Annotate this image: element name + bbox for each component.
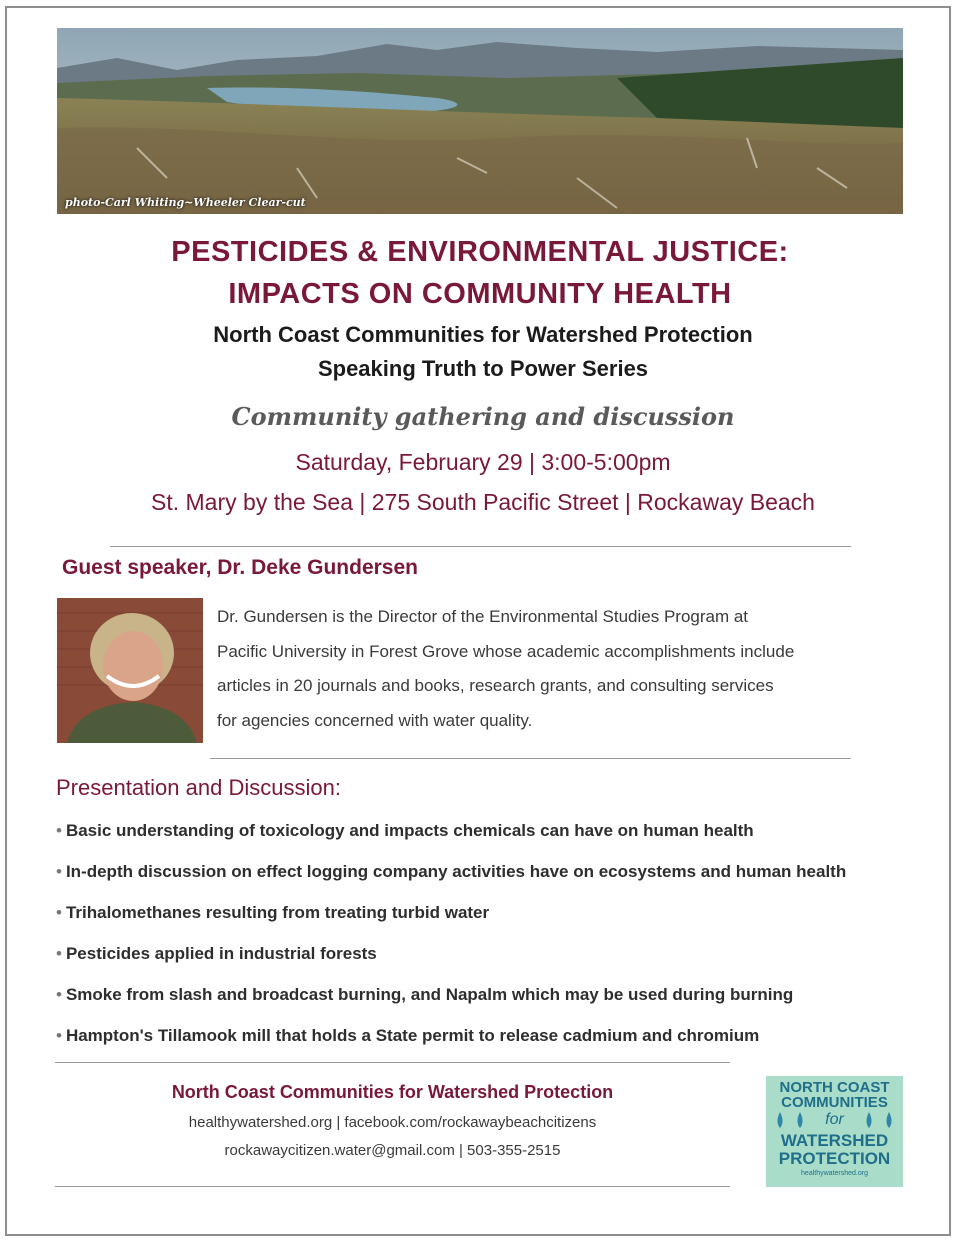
bullet-icon: • — [56, 821, 62, 840]
subtitle-organization: North Coast Communities for Watershed Protection — [213, 322, 753, 347]
logo-text: healthywatershed.org — [801, 1170, 868, 1177]
water-drops-icon — [766, 1110, 903, 1132]
bio-line: for agencies concerned with water quality. — [217, 710, 533, 730]
topic-text: In-depth discussion on effect logging company activities have on ecosystems and human health — [65, 862, 847, 881]
logo-text: NORTH COAST — [779, 1079, 890, 1096]
topic-text: Basic understanding of toxicology and impacts chemicals can have on human health — [65, 821, 754, 840]
divider — [110, 546, 851, 547]
event-title — [0, 231, 960, 315]
divider — [55, 1186, 730, 1187]
topic-list — [56, 815, 936, 1061]
clear-cut-landscape-image — [57, 28, 903, 214]
speaker-photo — [57, 598, 203, 743]
photo-credit: photo-Carl Whiting~Wheeler Clear-cut — [65, 196, 306, 209]
logo-text: for — [825, 1111, 844, 1128]
list-item — [56, 815, 936, 856]
event-venue: St. Mary by the Sea | 275 South Pacific Street | Rockaway Beach — [151, 489, 815, 515]
presentation-heading: Presentation and Discussion: — [56, 775, 341, 800]
footer-links[interactable]: healthywatershed.org | facebook.com/rockawaybeachcitizens — [188, 1114, 597, 1131]
topic-text: Pesticides applied in industrial forests — [65, 944, 377, 963]
list-item — [56, 856, 936, 897]
list-item — [56, 1020, 936, 1061]
logo-text: PROTECTION — [778, 1149, 891, 1168]
speaker-portrait-image — [57, 598, 203, 743]
footer-contact[interactable]: rockawaycitizen.water@gmail.com | 503-355-2515 — [224, 1142, 561, 1159]
list-item — [56, 897, 936, 938]
bullet-icon: • — [56, 985, 62, 1004]
list-item — [56, 938, 936, 979]
list-item — [56, 979, 936, 1020]
event-title-line-1: PESTICIDES & ENVIRONMENTAL JUSTICE: — [171, 236, 789, 268]
bullet-icon: • — [56, 1026, 62, 1045]
topic-text: Hampton's Tillamook mill that holds a State permit to release cadmium and chromium — [65, 1026, 760, 1045]
organization-logo — [766, 1076, 903, 1187]
subtitle-series: Speaking Truth to Power Series — [317, 356, 649, 381]
event-title-line-2: IMPACTS ON COMMUNITY HEALTH — [228, 278, 732, 310]
bullet-icon: • — [56, 862, 62, 881]
logo-text: COMMUNITIES — [781, 1094, 888, 1111]
speaker-bio — [217, 600, 867, 738]
divider — [55, 1062, 730, 1063]
bio-line: articles in 20 journals and books, research grants, and consulting services — [217, 676, 774, 695]
topic-text: Trihalomethanes resulting from treating turbid water — [65, 903, 490, 922]
event-date-time: Saturday, February 29 | 3:00-5:00pm — [295, 449, 671, 475]
event-tagline: Community gathering and discussion — [231, 402, 735, 431]
bullet-icon: • — [56, 903, 62, 922]
logo-text: WATERSHED — [780, 1131, 889, 1150]
bio-line: Dr. Gundersen is the Director of the Environmental Studies Program at — [217, 607, 749, 626]
footer-organization: North Coast Communities for Watershed Protection — [171, 1082, 614, 1102]
topic-text: Smoke from slash and broadcast burning, and Napalm which may be used during burning — [65, 985, 794, 1004]
speaker-heading: Guest speaker, Dr. Deke Gundersen — [62, 556, 418, 579]
landscape-photo — [57, 28, 903, 214]
event-subtitle — [0, 318, 960, 386]
bullet-icon: • — [56, 944, 62, 963]
divider — [210, 758, 851, 759]
bio-line: Pacific University in Forest Grove whose academic accomplishments include — [217, 641, 795, 661]
